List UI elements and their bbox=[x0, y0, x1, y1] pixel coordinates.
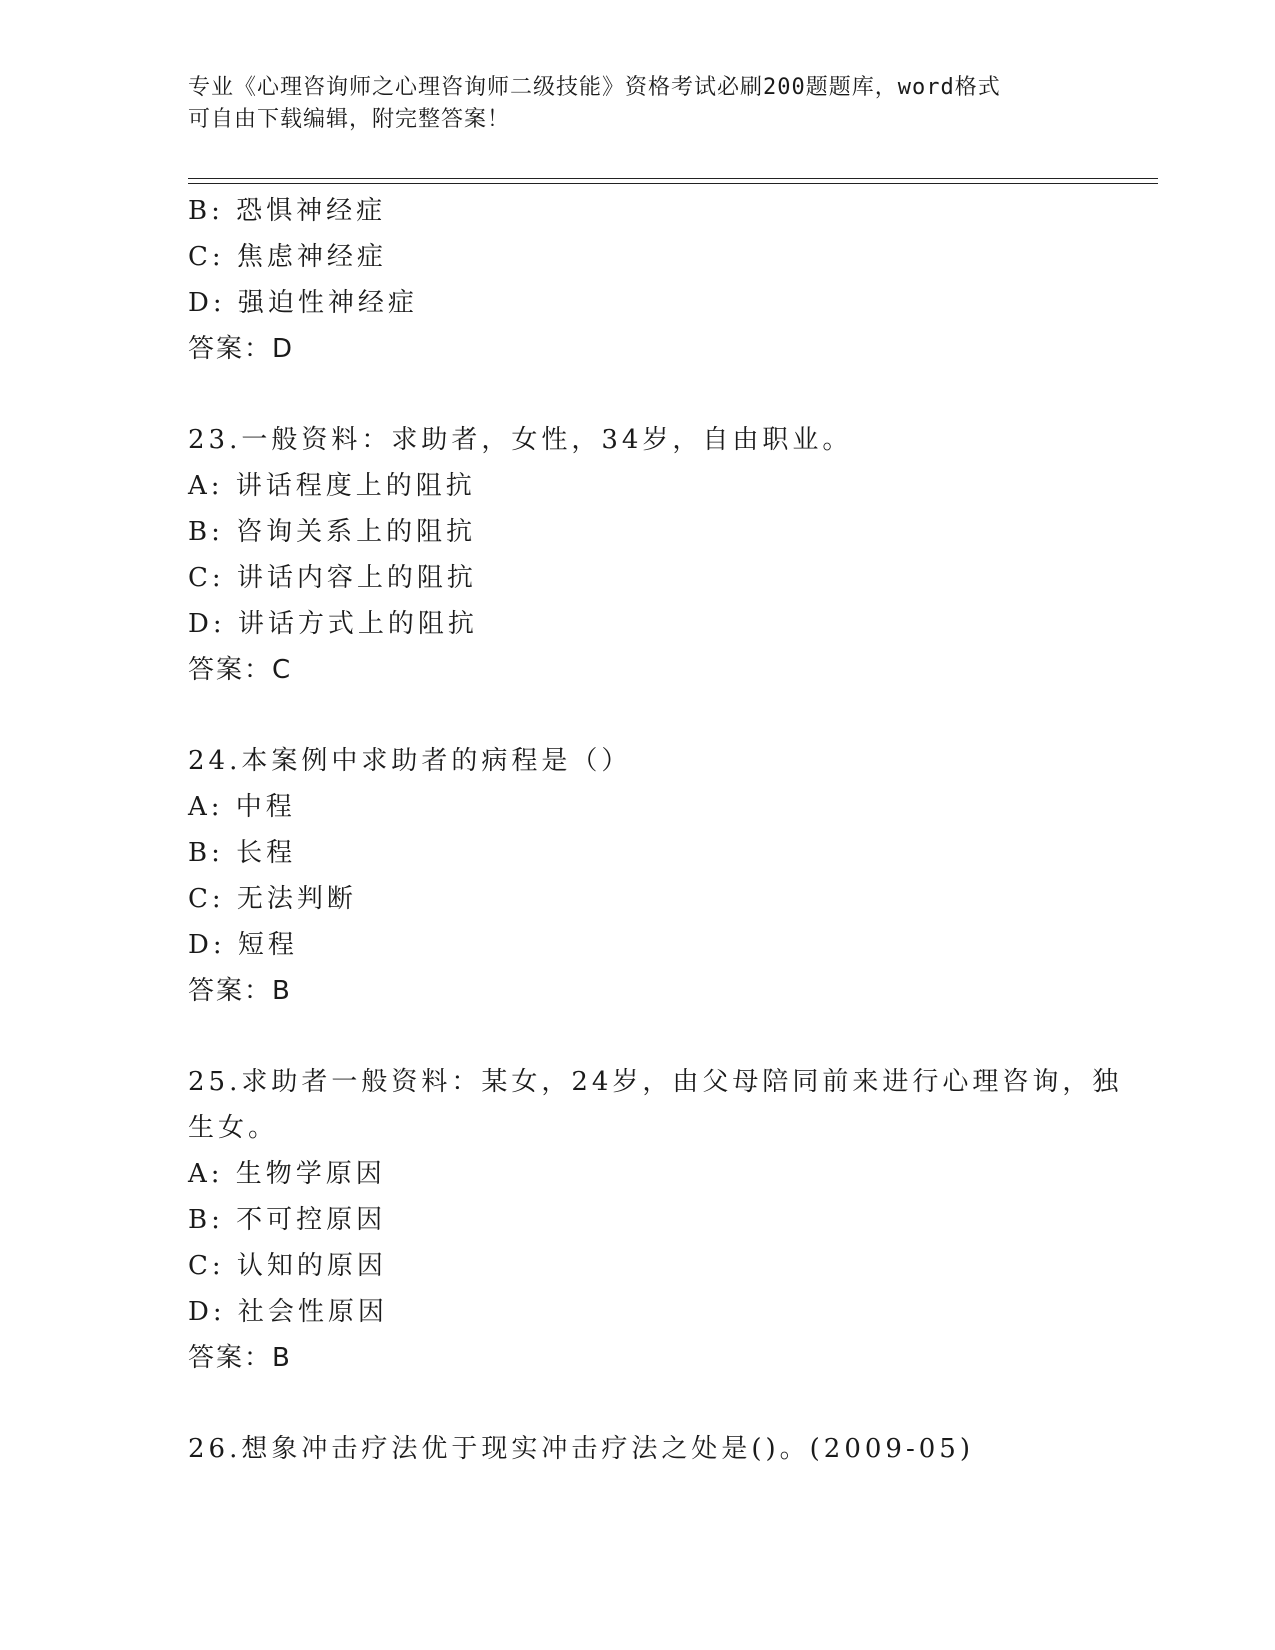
block-gap bbox=[188, 1381, 1088, 1426]
option-c: C: 无法判断 bbox=[188, 884, 357, 914]
question-text: 26.想象冲击疗法优于现实冲击疗法之处是()。(2009-05) bbox=[188, 1434, 974, 1464]
question-text: 24.本案例中求助者的病程是（） bbox=[188, 746, 632, 776]
question-text: 23.一般资料：求助者，女性，34岁，自由职业。 bbox=[188, 425, 853, 455]
option-b: B: 长程 bbox=[188, 838, 297, 868]
question-text-line-1: 25.求助者一般资料：某女，24岁，由父母陪同前来进行心理咨询，独 bbox=[188, 1067, 1123, 1097]
block-gap bbox=[188, 372, 1088, 417]
answer-line: 答案：C bbox=[188, 655, 293, 685]
option-d: D: 短程 bbox=[188, 930, 298, 960]
question-text-line-2: 生女。 bbox=[188, 1113, 279, 1143]
block-gap bbox=[188, 1014, 1088, 1059]
option-d: D: 讲话方式上的阻抗 bbox=[188, 609, 478, 639]
option-a: A: 中程 bbox=[188, 792, 296, 822]
option-c: C: 认知的原因 bbox=[188, 1251, 387, 1281]
question-list bbox=[188, 188, 1123, 1472]
option-c: C: 讲话内容上的阻抗 bbox=[188, 563, 477, 593]
answer-line: 答案：B bbox=[188, 1343, 292, 1373]
question-block-23 bbox=[188, 417, 1088, 693]
block-gap bbox=[188, 693, 1088, 738]
option-c: C: 焦虑神经症 bbox=[188, 242, 387, 272]
question-block-25 bbox=[188, 1059, 1123, 1381]
option-b: B: 不可控原因 bbox=[188, 1205, 387, 1235]
option-a: A: 生物学原因 bbox=[188, 1159, 386, 1189]
question-block-24 bbox=[188, 738, 1088, 1014]
answer-line: 答案：B bbox=[188, 976, 292, 1006]
header-line-1: 专业《心理咨询师之心理咨询师二级技能》资格考试必刷200题题库，word格式 bbox=[188, 75, 1001, 100]
option-d: D: 社会性原因 bbox=[188, 1297, 388, 1327]
question-block-26 bbox=[188, 1426, 1088, 1472]
header-line-2: 可自由下载编辑，附完整答案！ bbox=[188, 107, 511, 132]
question-block-22 bbox=[188, 188, 1088, 372]
page-header bbox=[188, 72, 1088, 136]
header-rule-top bbox=[188, 178, 1158, 179]
answer-line: 答案：D bbox=[188, 334, 295, 364]
header-rule-bottom bbox=[188, 183, 1158, 184]
option-b: B: 咨询关系上的阻抗 bbox=[188, 517, 477, 547]
option-d: D: 强迫性神经症 bbox=[188, 288, 418, 318]
option-a: A: 讲话程度上的阻抗 bbox=[188, 471, 476, 501]
option-b: B: 恐惧神经症 bbox=[188, 196, 387, 226]
